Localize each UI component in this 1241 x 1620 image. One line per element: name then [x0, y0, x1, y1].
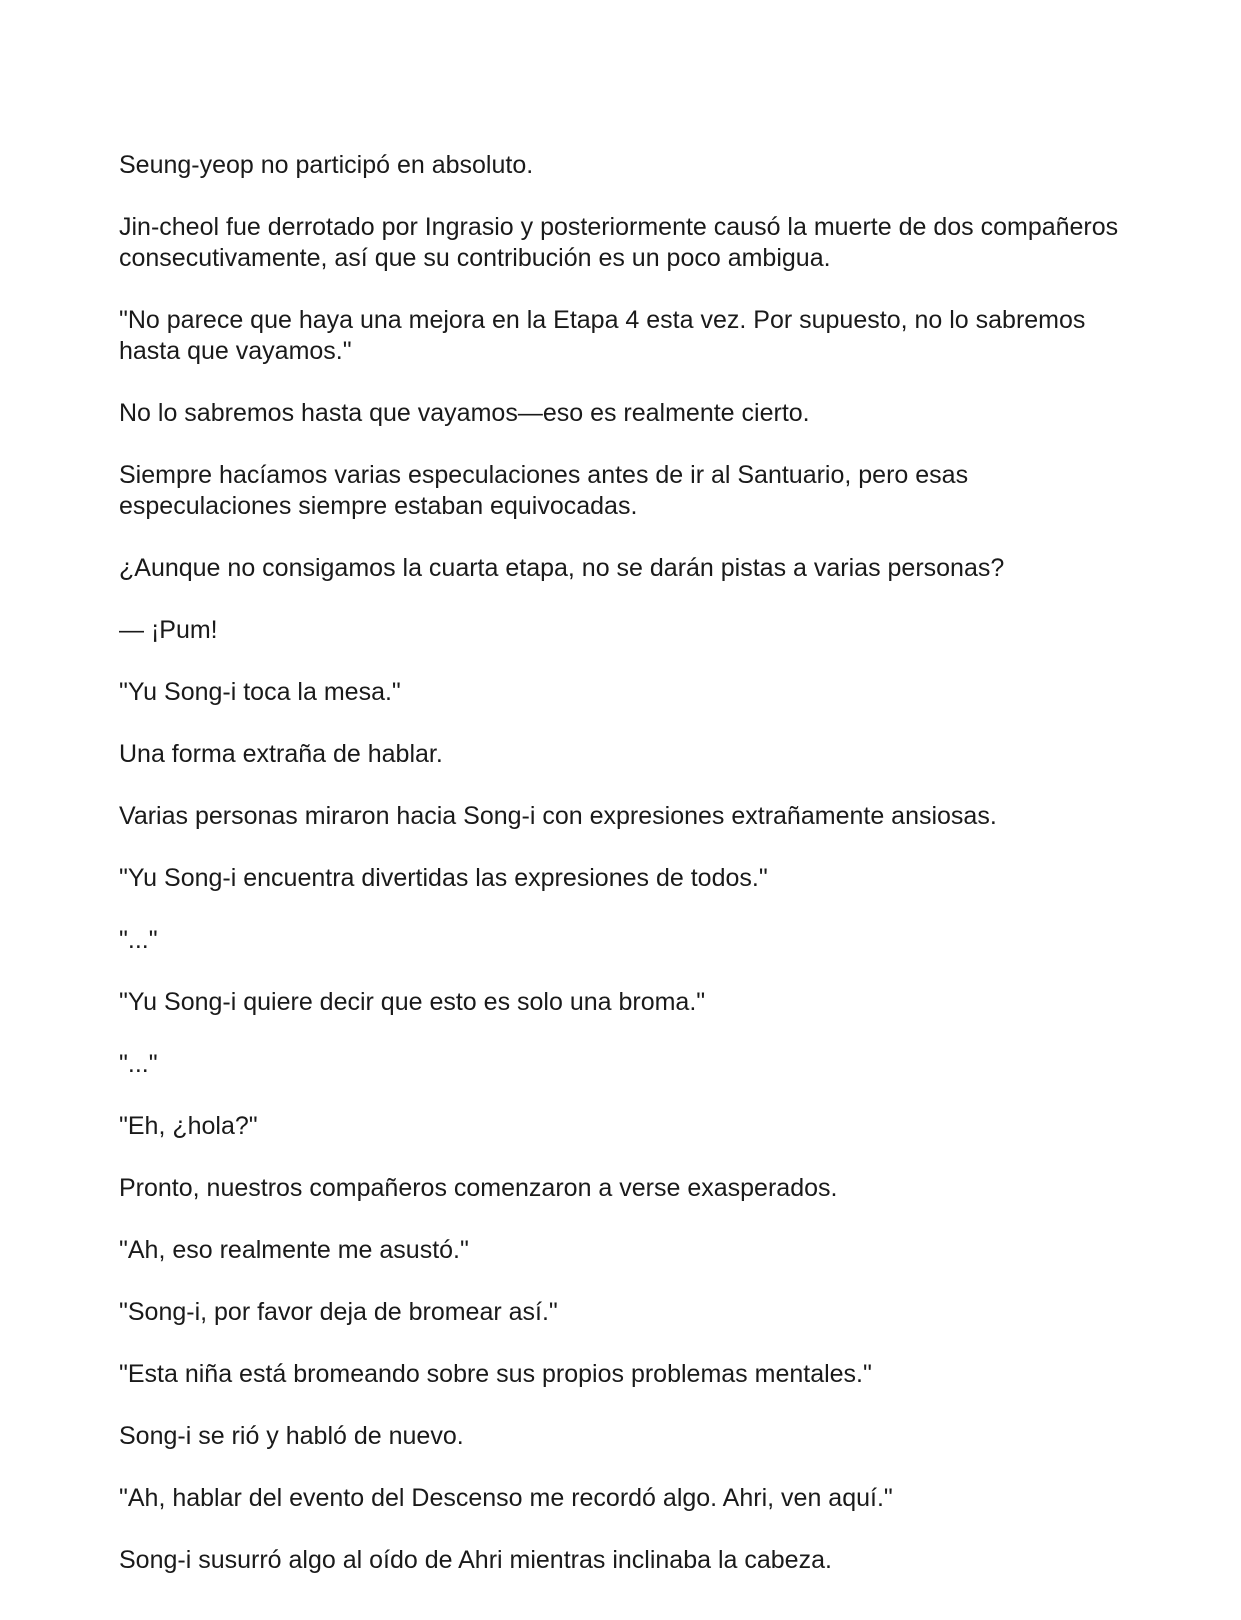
paragraph: "Song-i, por favor deja de bromear así."	[119, 1298, 558, 1326]
paragraph: Varias personas miraron hacia Song-i con expresiones extrañamente ansiosas.	[119, 802, 997, 830]
paragraph: "Esta niña está bromeando sobre sus propios problemas mentales."	[119, 1360, 872, 1388]
document-body	[119, 150, 1129, 1607]
paragraph: "Ah, eso realmente me asustó."	[119, 1236, 469, 1264]
paragraph: Song-i susurró algo al oído de Ahri mientras inclinaba la cabeza.	[119, 1546, 832, 1574]
paragraph: "Ah, hablar del evento del Descenso me recordó algo. Ahri, ven aquí."	[119, 1484, 893, 1512]
paragraph: "Yu Song-i quiere decir que esto es solo una broma."	[119, 988, 706, 1016]
paragraph: ¿Aunque no consigamos la cuarta etapa, no se darán pistas a varias personas?	[119, 554, 1005, 582]
paragraph: Una forma extraña de hablar.	[119, 740, 443, 768]
paragraph: "Eh, ¿hola?"	[119, 1112, 258, 1140]
paragraph: "No parece que haya una mejora en la Etapa 4 esta vez. Por supuesto, no lo sabremos hasta que vayamos."	[119, 306, 1086, 365]
paragraph: "Yu Song-i toca la mesa."	[119, 678, 401, 706]
paragraph: Seung-yeop no participó en absoluto.	[119, 151, 534, 179]
paragraph: "..."	[119, 926, 158, 954]
paragraph: Song-i se rió y habló de nuevo.	[119, 1422, 464, 1450]
paragraph: Siempre hacíamos varias especulaciones antes de ir al Santuario, pero esas especulaciones siempre estaban equivocadas.	[119, 461, 969, 520]
paragraph: No lo sabremos hasta que vayamos—eso es realmente cierto.	[119, 399, 810, 427]
paragraph: Pronto, nuestros compañeros comenzaron a verse exasperados.	[119, 1174, 838, 1202]
paragraph: "Yu Song-i encuentra divertidas las expresiones de todos."	[119, 864, 768, 892]
paragraph: "..."	[119, 1050, 158, 1078]
paragraph: Jin-cheol fue derrotado por Ingrasio y posteriormente causó la muerte de dos compañeros consecutivamente, así que su contribución es un poco ambigua.	[119, 213, 1119, 272]
paragraph: — ¡Pum!	[119, 616, 218, 644]
